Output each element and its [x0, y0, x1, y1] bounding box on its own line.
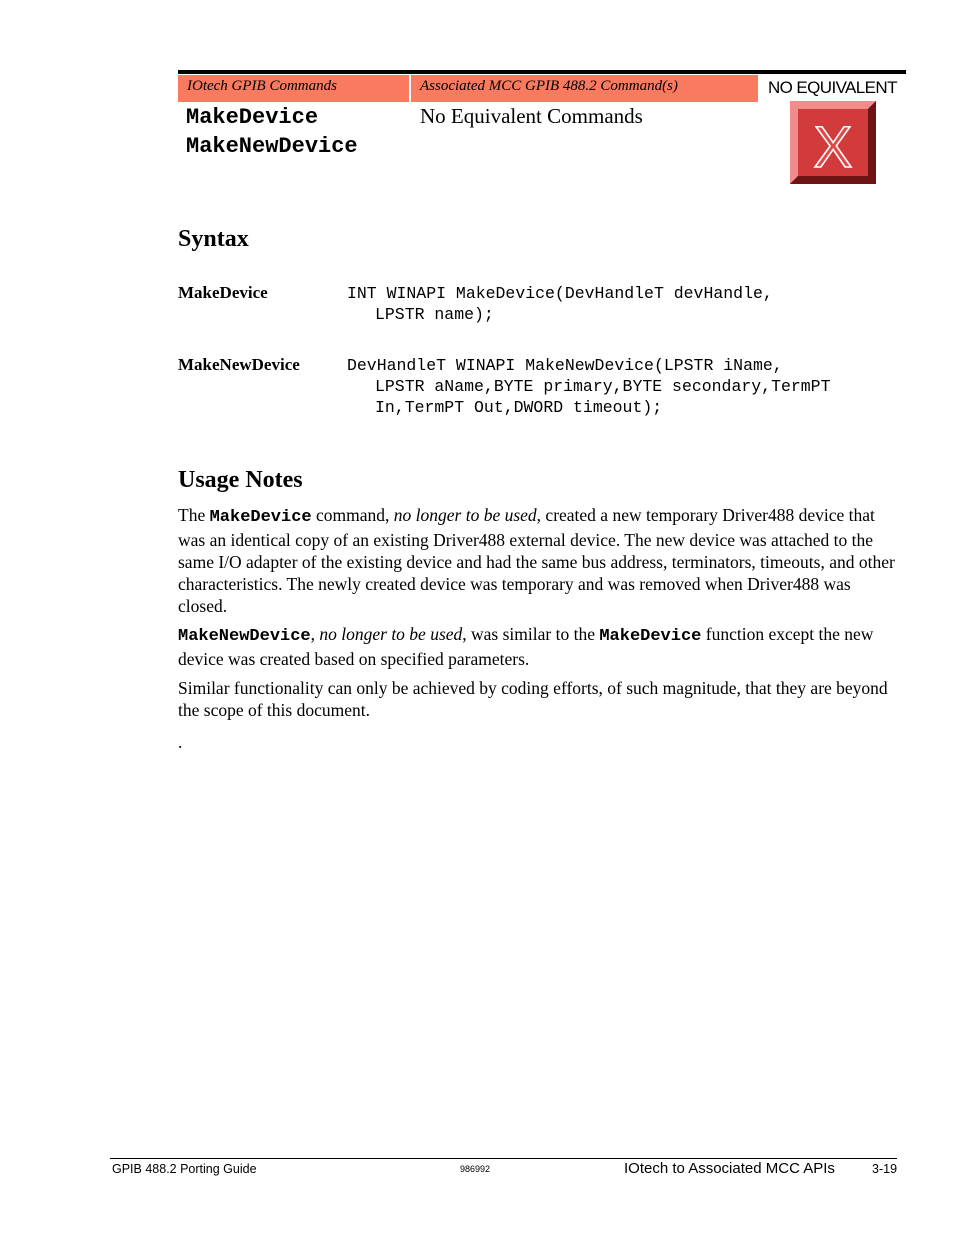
- footer-page-number: 3-19: [872, 1162, 898, 1176]
- command-makedevice: MakeDevice: [186, 105, 319, 130]
- header-col-iotech: IOtech GPIB Commands: [178, 75, 409, 102]
- footer-rule: [110, 1158, 897, 1159]
- usage-paragraph-4: .: [178, 732, 183, 752]
- footer-guide-title: GPIB 488.2 Porting Guide: [112, 1162, 257, 1176]
- no-equivalent-label: NO EQUIVALENT: [768, 78, 897, 97]
- usage-notes-heading: Usage Notes: [178, 467, 303, 493]
- svg-text:X: X: [813, 115, 853, 180]
- command-makenewdevice: MakeNewDevice: [186, 134, 358, 159]
- syntax-code-makenewdevice: DevHandleT WINAPI MakeNewDevice(LPSTR iName, LPSTR aName,BYTE primary,BYTE secondary,TermPT In,TermPT Out,DWORD timeout);: [347, 356, 831, 417]
- syntax-code-makedevice: INT WINAPI MakeDevice(DevHandleT devHandle, LPSTR name);: [347, 284, 773, 324]
- usage-paragraph-1: The MakeDevice command, no longer to be used, created a new temporary Driver488 device that was an identical copy of an existing Driver488 external device. The new device was attached to the same I/O adapter of the existing device and had the same bus address, terminators, timeouts, and other characteristics. The newly created device was temporary and was removed when Driver488 was closed.: [178, 505, 895, 616]
- header-col-mcc: Associated MCC GPIB 488.2 Command(s): [411, 75, 758, 102]
- usage-paragraph-3: Similar functionality can only be achieved by coding efforts, of such magnitude, that they are beyond the scope of this document.: [178, 678, 888, 720]
- footer-section-title: IOtech to Associated MCC APIs: [624, 1160, 835, 1177]
- no-equivalent-x-icon: [790, 101, 876, 184]
- syntax-label-makenewdevice: MakeNewDevice: [178, 355, 300, 374]
- usage-paragraph-2: MakeNewDevice, no longer to be used, was similar to the MakeDevice function except the new device was created based on specified parameters.: [178, 624, 874, 669]
- syntax-label-makedevice: MakeDevice: [178, 283, 268, 302]
- footer-doc-number: 986992: [460, 1164, 491, 1174]
- equivalent-commands: No Equivalent Commands: [420, 104, 643, 128]
- header-rule: [178, 70, 906, 74]
- syntax-heading: Syntax: [178, 226, 249, 252]
